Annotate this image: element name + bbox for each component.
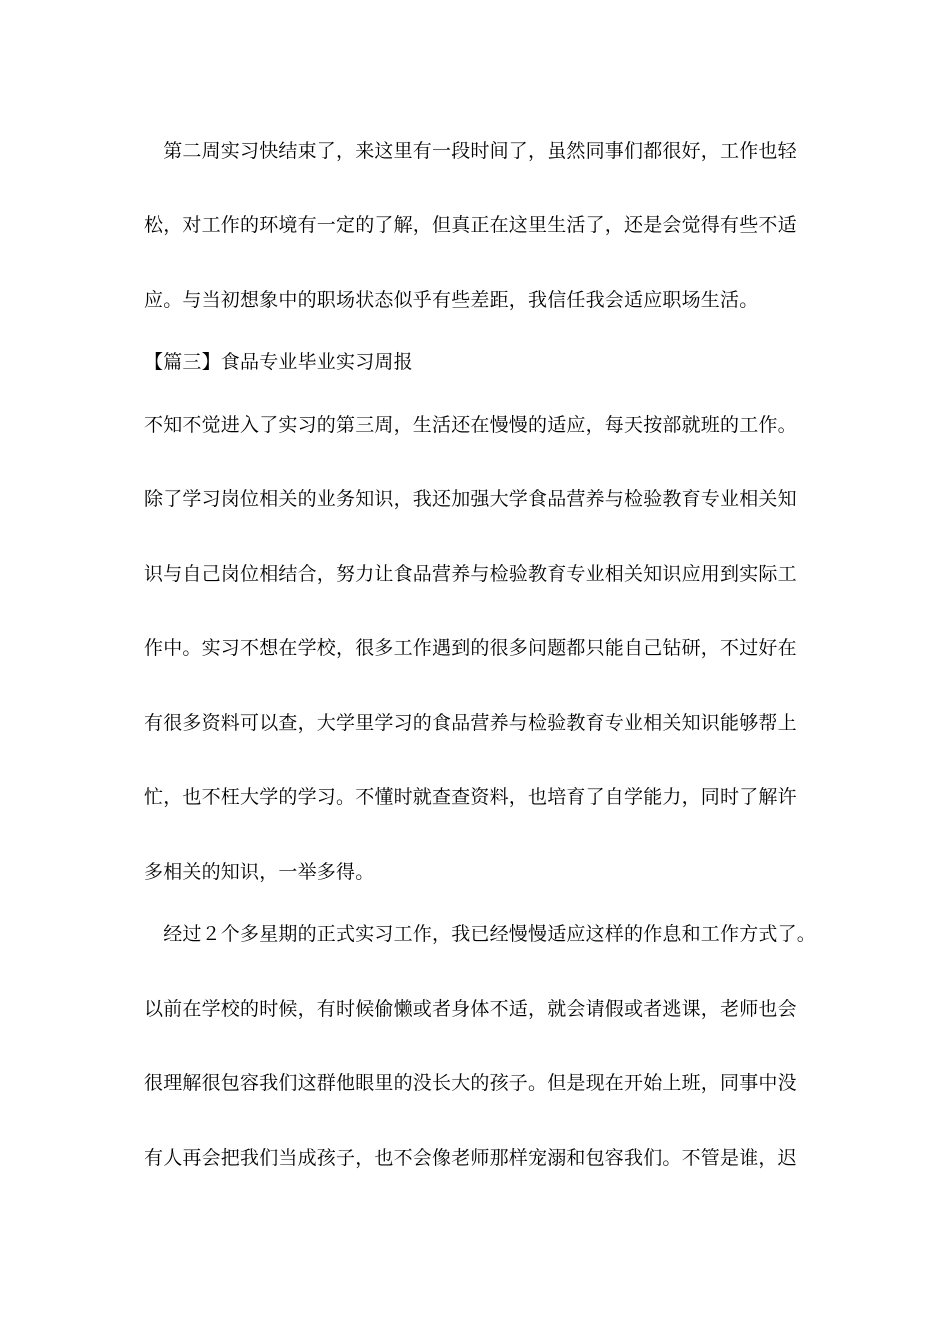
text-line: 多相关的知识，一举多得。	[144, 861, 375, 883]
text-line: 经过２个多星期的正式实习工作，我已经慢慢适应这样的作息和工作方式了。	[144, 923, 817, 945]
section-heading: 【篇三】食品专业毕业实习周报	[144, 351, 413, 373]
text-line: 不知不觉进入了实习的第三周，生活还在慢慢的适应，每天按部就班的工作。	[144, 414, 797, 436]
text-line: 第二周实习快结束了，来这里有一段时间了，虽然同事们都很好，工作也轻	[144, 140, 797, 162]
text-line: 有人再会把我们当成孩子，也不会像老师那样宠溺和包容我们。不管是谁，迟	[144, 1147, 797, 1169]
text-line: 识与自己岗位相结合，努力让食品营养与检验教育专业相关知识应用到实际工	[144, 563, 797, 585]
text-line: 松，对工作的环境有一定的了解，但真正在这里生活了，还是会觉得有些不适	[144, 214, 797, 236]
text-line: 应。与当初想象中的职场状态似乎有些差距，我信任我会适应职场生活。	[144, 289, 759, 311]
text-line: 除了学习岗位相关的业务知识，我还加强大学食品营养与检验教育专业相关知	[144, 488, 797, 510]
text-line: 忙，也不枉大学的学习。不懂时就查查资料，也培育了自学能力，同时了解许	[144, 786, 797, 808]
text-line: 很理解很包容我们这群他眼里的没长大的孩子。但是现在开始上班，同事中没	[144, 1072, 797, 1094]
text-line: 作中。实习不想在学校，很多工作遇到的很多问题都只能自己钻研，不过好在	[144, 637, 797, 659]
text-line: 有很多资料可以查，大学里学习的食品营养与检验教育专业相关知识能够帮上	[144, 712, 797, 734]
text-line: 以前在学校的时候，有时候偷懒或者身体不适，就会请假或者逃课，老师也会	[144, 998, 797, 1020]
